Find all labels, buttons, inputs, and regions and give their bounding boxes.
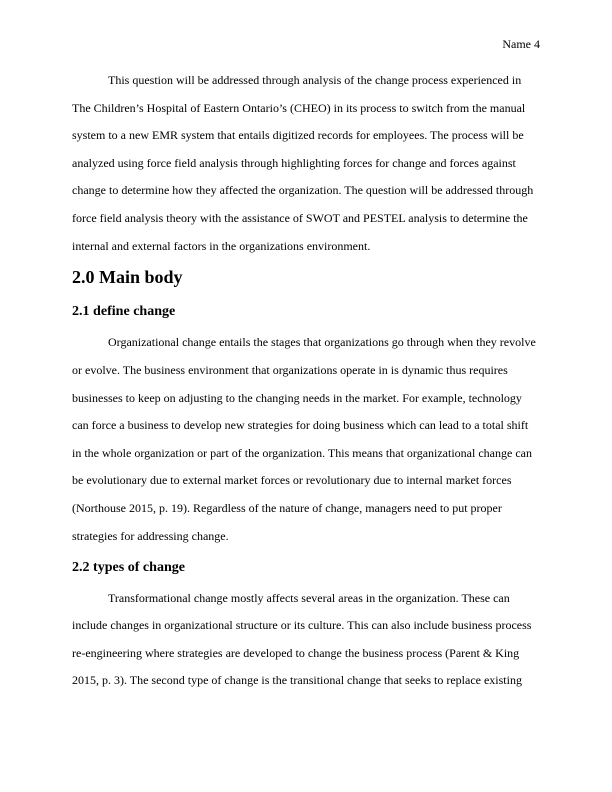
paragraph-line: re-engineering where strategies are developed to change the business process (Parent & King — [72, 645, 520, 660]
paragraph-line: (Northouse 2015, p. 19). Regardless of the nature of change, managers need to put proper — [72, 500, 502, 515]
paragraph-line: can force a business to develop new strategies for doing business which can lead to a total shift — [72, 418, 529, 433]
paragraph-line: in the whole organization or part of the organization. This means that organizational change can — [72, 445, 532, 460]
paragraph-line: analyzed using force field analysis through highlighting forces for change and forces against — [72, 155, 516, 170]
paragraph-line: force field analysis theory with the assistance of SWOT and PESTEL analysis to determine the — [72, 210, 528, 225]
paragraph-line: internal and external factors in the organizations environment. — [72, 238, 371, 253]
document-body — [72, 67, 540, 695]
section-heading-types-of-change: 2.2 types of change — [72, 558, 186, 575]
paragraph-line: include changes in organizational structure or its culture. This can also include business process — [72, 618, 532, 633]
paragraph-line: be evolutionary due to external market forces or revolutionary due to internal market forces — [72, 473, 512, 488]
paragraph-line: or evolve. The business environment that organizations operate in is dynamic thus requires — [72, 362, 508, 377]
section-heading-main-body: 2.0 Main body — [72, 266, 183, 287]
section-heading-define-change: 2.1 define change — [72, 303, 176, 320]
paragraph-line: Organizational change entails the stages that organizations go through when they revolve — [108, 335, 536, 350]
intro-paragraph — [72, 67, 540, 260]
paragraph-line: system to a new EMR system that entails digitized records for employees. The process will be — [72, 128, 524, 143]
paragraph-line: The Children’s Hospital of Eastern Ontario’s (CHEO) in its process to switch from the manual — [72, 100, 526, 115]
types-of-change-paragraph — [72, 585, 540, 695]
paragraph-line: businesses to keep on adjusting to the changing needs in the market. For example, technology — [72, 390, 522, 405]
define-change-paragraph — [72, 329, 540, 550]
paragraph-line: 2015, p. 3). The second type of change is the transitional change that seeks to replace existing — [72, 673, 522, 688]
paragraph-line: change to determine how they affected the organization. The question will be addressed through — [72, 183, 534, 198]
paragraph-line: This question will be addressed through analysis of the change process experienced in — [108, 73, 522, 87]
paragraph-line: Transformational change mostly affects several areas in the organization. These can — [108, 590, 510, 605]
paragraph-line: strategies for addressing change. — [72, 528, 229, 543]
running-head: Name 4 — [502, 37, 540, 51]
